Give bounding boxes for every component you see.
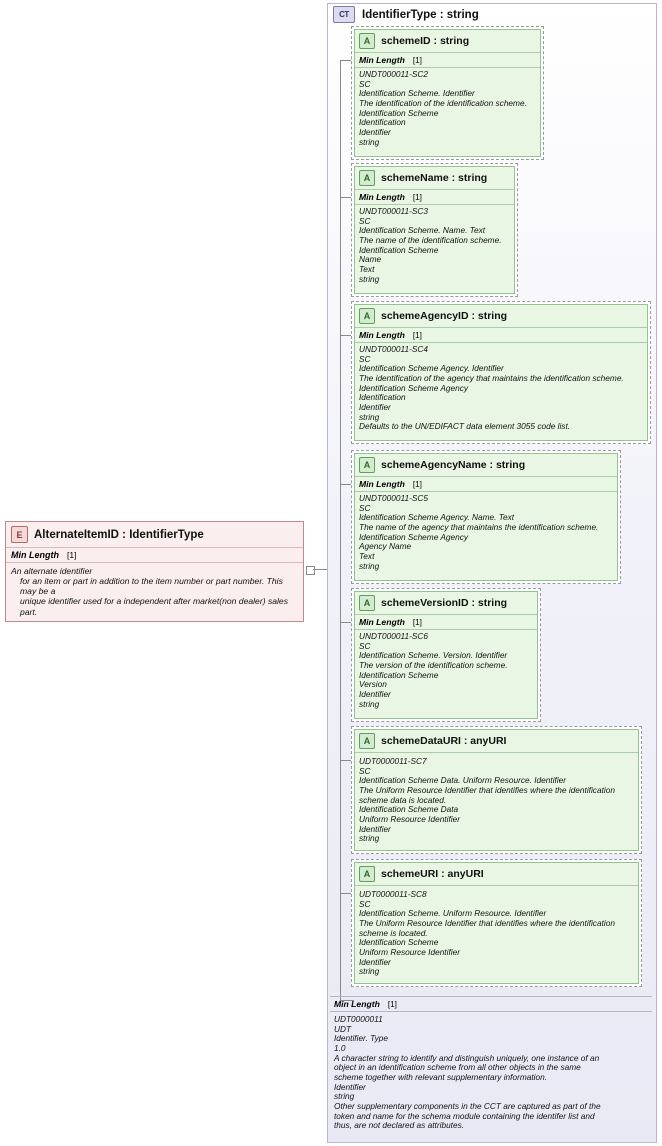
complextype-facet-occurrence: [1] xyxy=(387,1000,397,1009)
doc-line: token and name for the schema module containing the identifer list and xyxy=(334,1110,595,1121)
doc-line: UNDT000011-SC4 xyxy=(359,344,429,354)
doc-line: The identification of the identification scheme. xyxy=(359,97,527,108)
complextype-documentation-panel xyxy=(330,996,652,1134)
element-title: AlternateItemID : IdentifierType xyxy=(34,528,204,541)
attribute-header xyxy=(355,730,638,753)
doc-line: Identifier xyxy=(359,401,391,412)
element-doc-line: for an item or part in addition to the item number or part number. This may be a xyxy=(20,576,283,597)
attribute-facet-row xyxy=(355,53,540,68)
attribute-facet-label: Min Length xyxy=(359,479,405,489)
doc-line: Identification Scheme Data. Uniform Resource. Identifier xyxy=(359,775,567,786)
complextype-icon: CT xyxy=(333,6,355,23)
doc-line: SC xyxy=(359,215,371,226)
attribute-box-schemeagencyid[interactable] xyxy=(351,301,651,444)
attribute-documentation xyxy=(355,492,617,574)
doc-line: Name xyxy=(359,254,382,265)
attribute-title: schemeDataURI : anyURI xyxy=(381,735,507,747)
doc-line: scheme together with relevant supplementary information. xyxy=(334,1071,548,1082)
doc-line: string xyxy=(359,966,380,977)
doc-line: SC xyxy=(359,353,371,364)
doc-line: Identification Scheme Data xyxy=(359,804,459,815)
doc-line: The name of the identification scheme. xyxy=(359,234,502,245)
attribute-title: schemeVersionID : string xyxy=(381,597,508,609)
element-facet-label: Min Length xyxy=(11,550,59,560)
doc-line: Identification xyxy=(359,117,406,128)
doc-line: The Uniform Resource Identifier that identifies where the identification xyxy=(359,917,615,928)
doc-line: Other supplementary components in the CCT are captured as part of the xyxy=(334,1100,601,1111)
doc-line: string xyxy=(359,833,380,844)
connector-line xyxy=(313,569,327,570)
element-icon: E xyxy=(11,526,28,543)
doc-line: SC xyxy=(359,502,371,513)
attribute-documentation xyxy=(355,630,537,712)
doc-line: Identifier. Type xyxy=(334,1033,388,1044)
attribute-header xyxy=(355,592,537,615)
doc-line: Identifier xyxy=(334,1081,366,1092)
doc-line: The Uniform Resource Identifier that identifies where the identification xyxy=(359,784,615,795)
attribute-icon: A xyxy=(359,595,375,611)
doc-line: 1.0 xyxy=(334,1042,346,1053)
attribute-documentation xyxy=(355,753,638,847)
attribute-documentation xyxy=(355,68,540,150)
attribute-box-schemedatauri[interactable] xyxy=(351,726,642,854)
doc-line: string xyxy=(334,1091,355,1102)
doc-line: Identifier xyxy=(359,126,391,137)
doc-line: Identification Scheme Agency. Identifier xyxy=(359,363,504,374)
doc-line: Identification xyxy=(359,392,406,403)
attribute-box-schemeid[interactable] xyxy=(351,26,544,160)
complextype-documentation xyxy=(330,1012,652,1134)
attribute-icon: A xyxy=(359,733,375,749)
element-doc-line: unique identifier used for a independent after market(non dealer) sales part. xyxy=(20,596,289,617)
doc-line: string xyxy=(359,273,380,284)
attribute-box-schemeagencyname[interactable] xyxy=(351,450,621,584)
doc-line: SC xyxy=(359,640,371,651)
doc-line: UDT0000011-SC7 xyxy=(359,756,427,766)
attribute-icon: A xyxy=(359,866,375,882)
doc-line: Identification Scheme xyxy=(359,244,439,255)
complextype-facet-row xyxy=(330,996,652,1012)
attribute-facet-label: Min Length xyxy=(359,55,405,65)
doc-line: Identification Scheme. Identifier xyxy=(359,88,475,99)
attribute-documentation xyxy=(355,205,514,287)
attribute-facet-occurrence: [1] xyxy=(412,618,422,627)
doc-line: A character string to identify and distinguish uniquely, one instance of an xyxy=(334,1052,600,1063)
attribute-header xyxy=(355,454,617,477)
doc-line: Text xyxy=(359,263,375,274)
doc-line: Identifier xyxy=(359,688,391,699)
attribute-facet-row xyxy=(355,328,647,343)
attribute-title: schemeAgencyID : string xyxy=(381,310,508,322)
doc-line: UDT0000011-SC8 xyxy=(359,889,427,899)
doc-line: Defaults to the UN/EDIFACT data element 3055 code list. xyxy=(359,421,571,432)
attribute-facet-row xyxy=(355,477,617,492)
doc-line: Text xyxy=(359,550,375,561)
doc-line: string xyxy=(359,411,380,422)
attribute-icon: A xyxy=(359,33,375,49)
attribute-facet-label: Min Length xyxy=(359,330,405,340)
doc-line: UNDT000011-SC5 xyxy=(359,493,429,503)
attribute-facet-label: Min Length xyxy=(359,192,405,202)
doc-line: thus, are not declared as attributes. xyxy=(334,1120,465,1131)
doc-line: UNDT000011-SC3 xyxy=(359,206,429,216)
doc-line: SC xyxy=(359,765,371,776)
element-header xyxy=(6,522,303,548)
element-facet-row xyxy=(6,548,303,563)
doc-line: Uniform Resource Identifier xyxy=(359,946,460,957)
doc-line: Identifier xyxy=(359,823,391,834)
attribute-title: schemeURI : anyURI xyxy=(381,868,484,880)
doc-line: UDT0000011 xyxy=(334,1014,383,1024)
element-facet-occurrence: [1] xyxy=(67,550,77,560)
doc-line: Identification Scheme xyxy=(359,107,439,118)
doc-line: Identification Scheme xyxy=(359,937,439,948)
attribute-box-schemename[interactable] xyxy=(351,163,518,297)
doc-line: Agency Name xyxy=(359,541,412,552)
doc-line: The identification of the agency that maintains the identification scheme. xyxy=(359,372,624,383)
attribute-header xyxy=(355,30,540,53)
doc-line: scheme data is located. xyxy=(359,794,447,805)
attribute-facet-occurrence: [1] xyxy=(412,56,422,65)
doc-line: UDT xyxy=(334,1023,352,1034)
element-documentation xyxy=(6,563,303,621)
attribute-documentation xyxy=(355,886,638,980)
attribute-header xyxy=(355,167,514,190)
doc-line: string xyxy=(359,136,380,147)
attribute-header xyxy=(355,305,647,328)
doc-line: Version xyxy=(359,679,387,690)
doc-line: The name of the agency that maintains the identification scheme. xyxy=(359,521,599,532)
doc-line: UNDT000011-SC2 xyxy=(359,69,429,79)
expand-connector[interactable] xyxy=(306,566,315,575)
doc-line: SC xyxy=(359,78,371,89)
doc-line: Identification Scheme. Name. Text xyxy=(359,225,486,236)
attribute-box-schemeversionid[interactable] xyxy=(351,588,541,722)
doc-line: UNDT000011-SC6 xyxy=(359,631,429,641)
doc-line: Uniform Resource Identifier xyxy=(359,813,460,824)
doc-line: Identification Scheme xyxy=(359,669,439,680)
complextype-title: IdentifierType : string xyxy=(362,8,479,21)
doc-line: Identification Scheme. Version. Identifier xyxy=(359,650,508,661)
doc-line: Identification Scheme Agency xyxy=(359,531,468,542)
attribute-box-schemeuri[interactable] xyxy=(351,859,642,987)
attribute-icon: A xyxy=(359,457,375,473)
doc-line: The version of the identification scheme. xyxy=(359,659,508,670)
doc-line: object in an identification scheme from all other objects in the same xyxy=(334,1062,581,1073)
attribute-documentation xyxy=(355,343,647,435)
attribute-title: schemeID : string xyxy=(381,35,470,47)
attribute-header xyxy=(355,863,638,886)
doc-line: Identification Scheme. Uniform Resource. Identifier xyxy=(359,908,547,919)
attribute-icon: A xyxy=(359,308,375,324)
complextype-header xyxy=(327,3,485,26)
attribute-facet-occurrence: [1] xyxy=(412,193,422,202)
attribute-facet-occurrence: [1] xyxy=(412,480,422,489)
attribute-spine xyxy=(340,60,341,1000)
attribute-icon: A xyxy=(359,170,375,186)
attribute-facet-row xyxy=(355,190,514,205)
doc-line: Identification Scheme Agency xyxy=(359,382,468,393)
doc-line: Identification Scheme Agency. Name. Text xyxy=(359,512,515,523)
complextype-facet-label: Min Length xyxy=(334,999,380,1009)
attribute-title: schemeName : string xyxy=(381,172,488,184)
attribute-facet-row xyxy=(355,615,537,630)
attribute-title: schemeAgencyName : string xyxy=(381,459,526,471)
doc-line: Identifier xyxy=(359,956,391,967)
doc-line: string xyxy=(359,560,380,571)
element-box-alternateitemid[interactable] xyxy=(5,521,304,622)
doc-line: string xyxy=(359,698,380,709)
doc-line: SC xyxy=(359,898,371,909)
attribute-facet-label: Min Length xyxy=(359,617,405,627)
element-doc-line: An alternate identifier xyxy=(11,566,93,576)
attribute-facet-occurrence: [1] xyxy=(412,331,422,340)
doc-line: scheme is located. xyxy=(359,927,428,938)
